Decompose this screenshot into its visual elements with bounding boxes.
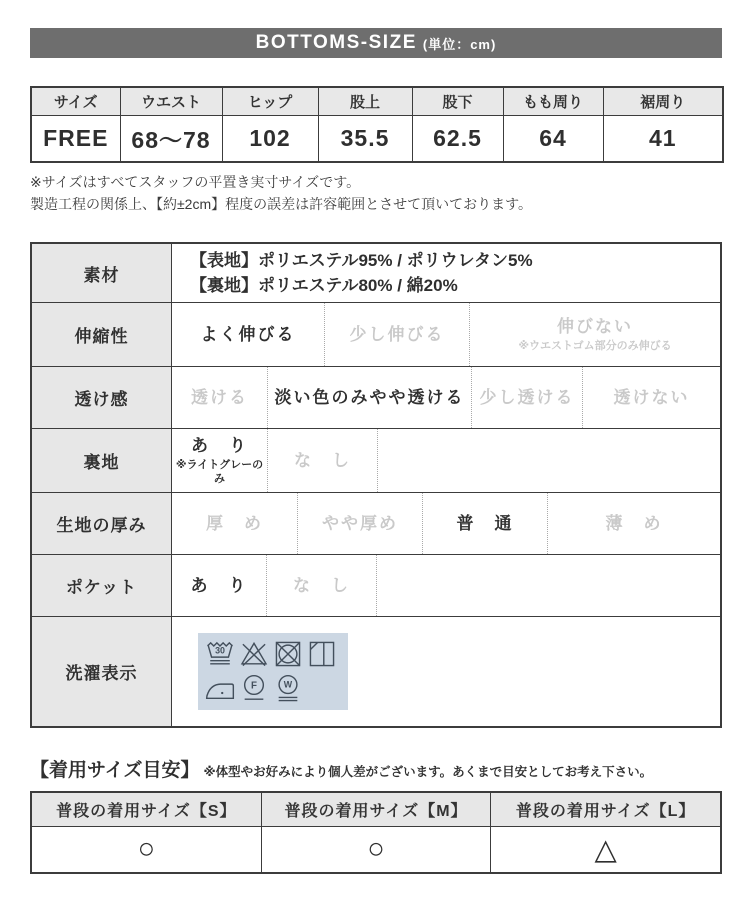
spec-label-material: 素材 (32, 244, 172, 302)
spec-row-sheerness (32, 366, 720, 428)
col-header-size: サイズ (31, 87, 120, 115)
material-lining: 【裏地】ポリエステル80% / 綿20% (190, 276, 458, 296)
wear-guide-header-row (32, 793, 720, 827)
size-table (30, 86, 724, 163)
wash-30-gentle-icon (204, 638, 236, 670)
spec-table (30, 242, 722, 728)
spec-row-pocket (32, 554, 720, 616)
svg-text:30: 30 (215, 645, 225, 656)
spec-label-wash: 洗濯表示 (32, 617, 172, 726)
spec-label-pocket: ポケット (32, 555, 172, 616)
stretch-option-slight: 少し伸びる (324, 303, 469, 366)
col-header-thigh: もも周り (503, 87, 603, 115)
value-size: FREE (31, 115, 120, 162)
unit-label: (単位：cm) (422, 36, 497, 52)
title-bar (30, 28, 722, 58)
col-header-inseam: 股下 (412, 87, 503, 115)
wash-symbols-cell (172, 617, 720, 726)
col-header-rise: 股上 (318, 87, 412, 115)
sheer-option-none: 透けない (582, 367, 720, 428)
svg-text:W: W (283, 680, 293, 691)
lining-empty-cell (377, 429, 720, 492)
stretch-option-high-selected: よく伸びる (200, 325, 296, 345)
value-rise: 35.5 (318, 115, 412, 162)
col-header-waist: ウエスト (120, 87, 222, 115)
wear-size-mark-m: ○ (261, 827, 491, 872)
col-header-hem: 裾周り (603, 87, 723, 115)
sheer-option-sheer: 透ける (191, 388, 248, 408)
stretch-option-none-note: ※ウエストゴム部分のみ伸びる (518, 340, 672, 353)
sheer-option-slight: 少し透ける (471, 367, 582, 428)
spec-label-thickness: 生地の厚み (32, 493, 172, 554)
stretch-option-none: 伸びない ※ウエストゴム部分のみ伸びる (469, 303, 720, 366)
spec-row-wash-symbols (32, 616, 720, 726)
value-thigh: 64 (503, 115, 603, 162)
lining-option-no: な し (267, 429, 377, 492)
svg-text:F: F (251, 680, 257, 692)
thickness-option-normal-selected: 普 通 (422, 493, 547, 554)
size-notes (30, 172, 722, 215)
pocket-option-yes-selected: あ り (190, 576, 248, 596)
wear-size-header-m: 普段の着用サイズ【M】 (261, 793, 491, 826)
dry-clean-petroleum-F-icon (238, 673, 270, 705)
wear-guide-heading-row (30, 755, 722, 782)
thickness-option-slightly-thick: やや厚め (297, 493, 422, 554)
size-table-header-row (31, 87, 723, 115)
wear-size-mark-s: ○ (137, 833, 156, 866)
no-tumble-dry-icon (272, 638, 304, 670)
spec-row-stretch (32, 302, 720, 366)
care-label-panel (198, 633, 348, 710)
line-dry-in-shade-icon (306, 638, 338, 670)
bottoms-size-sheet (30, 28, 722, 874)
size-note-line1: ※サイズはすべてスタッフの平置き実寸サイズです。 (30, 174, 361, 190)
wear-size-mark-l: △ (490, 827, 720, 872)
spec-label-lining: 裏地 (32, 429, 172, 492)
sheer-option-light-colors-selected: 淡い色のみやや透ける (267, 367, 471, 428)
page-title: BOTTOMS-SIZE (255, 32, 417, 53)
wear-guide-table (30, 791, 722, 874)
wear-guide-heading: 【着用サイズ目安】 (30, 760, 200, 782)
spec-row-thickness (32, 492, 720, 554)
material-outer: 【表地】ポリエステル95% / ポリウレタン5% (190, 250, 533, 270)
col-header-hip: ヒップ (222, 87, 318, 115)
thickness-option-thick: 厚 め (206, 514, 263, 534)
spec-label-sheerness: 透け感 (32, 367, 172, 428)
pocket-option-no: な し (266, 555, 376, 616)
spec-row-material (32, 244, 720, 302)
wear-size-header-l: 普段の着用サイズ【L】 (490, 793, 720, 826)
pocket-empty-cell (376, 555, 720, 616)
value-hip: 102 (222, 115, 318, 162)
wear-guide-note: ※体型やお好みにより個人差がございます。あくまで目安としてお考え下さい。 (203, 765, 653, 780)
spec-label-stretch: 伸縮性 (32, 303, 172, 366)
material-description (172, 244, 720, 302)
size-note-line2: 製造工程の関係上、【約±2cm】程度の誤差は許容範囲とさせて頂いております。 (30, 195, 533, 212)
no-bleach-icon (238, 638, 270, 670)
lining-option-yes-selected: あ り ※ライトグレーのみ (172, 429, 267, 492)
wear-guide-mark-row (32, 827, 720, 872)
value-waist: 68～78 (120, 115, 222, 162)
value-hem: 41 (603, 115, 723, 162)
wet-clean-W-icon (272, 673, 304, 705)
spec-row-lining (32, 428, 720, 492)
value-inseam: 62.5 (412, 115, 503, 162)
lining-option-yes-note: ※ライトグレーのみ (175, 459, 264, 485)
iron-low-icon (204, 673, 236, 705)
wear-size-header-s: 普段の着用サイズ【S】 (32, 793, 261, 826)
size-table-value-row (31, 115, 723, 162)
thickness-option-thin: 薄 め (547, 493, 720, 554)
